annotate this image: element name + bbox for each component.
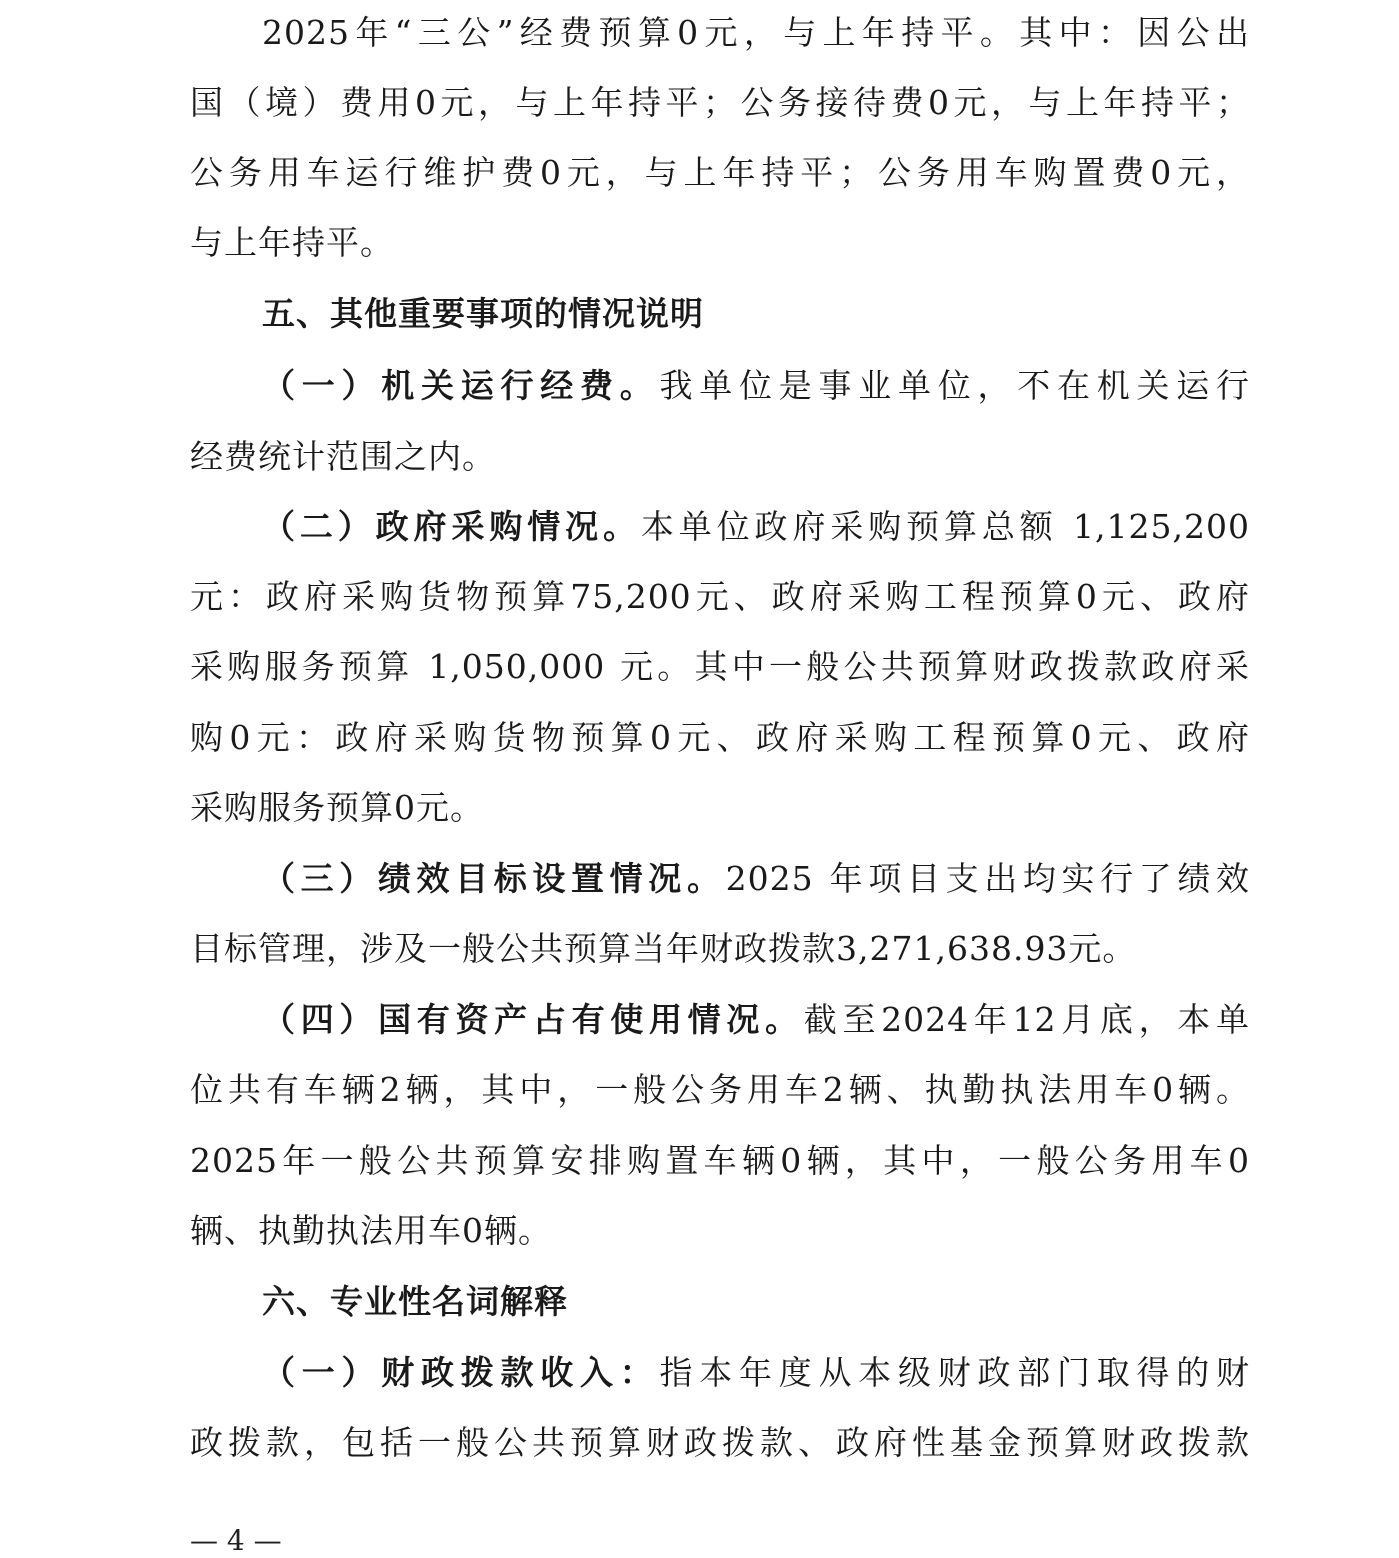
paragraph-line: 与上年持平。 (190, 223, 394, 262)
item-first-line (262, 365, 1250, 407)
paragraph-line: 元：政府采购货物预算75,200元、政府采购工程预算0元、政府 (190, 577, 1250, 616)
paragraph-line: 经费统计范围之内。 (190, 437, 496, 476)
section-heading: 五、其他重要事项的情况说明 (262, 294, 704, 333)
item-text: 我单位是事业单位，不在机关运行 (659, 366, 1250, 405)
item-first-line (262, 506, 1250, 548)
item-title: （一）财政拨款收入： (262, 1353, 660, 1392)
paragraph-line: 购0元：政府采购货物预算0元、政府采购工程预算0元、政府 (190, 718, 1250, 757)
section-heading: 六、专业性名词解释 (262, 1282, 568, 1321)
item-title: （一）机关运行经费。 (262, 366, 660, 405)
item-title: （三）绩效目标设置情况。 (262, 859, 726, 898)
item-first-line (262, 999, 1250, 1041)
item-text: 2025 年项目支出均实行了绩效 (725, 859, 1250, 898)
page-number: — 4 — (190, 1524, 282, 1557)
paragraph-line: 辆、执勤执法用车0辆。 (190, 1211, 552, 1250)
paragraph-line: 位共有车辆2辆，其中，一般公务用车2辆、执勤执法用车0辆。 (190, 1070, 1250, 1109)
item-text: 指本年度从本级财政部门取得的财 (659, 1353, 1250, 1392)
item-title: （二）政府采购情况。 (262, 507, 641, 546)
item-text: 本单位政府采购预算总额 1,125,200 (640, 507, 1250, 546)
paragraph-line: 国（境）费用0元，与上年持平；公务接待费0元，与上年持平； (190, 83, 1250, 122)
paragraph-line: 公务用车运行维护费0元，与上年持平；公务用车购置费0元， (190, 153, 1250, 192)
paragraph-line: 2025年一般公共预算安排购置车辆0辆，其中，一般公务用车0 (190, 1141, 1250, 1180)
item-first-line (262, 858, 1250, 900)
paragraph-line: 2025年“三公”经费预算0元，与上年持平。其中：因公出 (262, 13, 1250, 52)
item-text: 截至2024年12月底，本单 (803, 1000, 1250, 1039)
paragraph-line: 采购服务预算0元。 (190, 788, 484, 827)
paragraph-line: 政拨款，包括一般公共预算财政拨款、政府性基金预算财政拨款 (190, 1423, 1250, 1462)
item-first-line (262, 1352, 1250, 1394)
item-title: （四）国有资产占有使用情况。 (262, 1000, 804, 1039)
paragraph-line: 采购服务预算 1,050,000 元。其中一般公共预算财政拨款政府采 (190, 647, 1250, 686)
paragraph-line: 目标管理，涉及一般公共预算当年财政拨款3,271,638.93元。 (190, 929, 1137, 968)
